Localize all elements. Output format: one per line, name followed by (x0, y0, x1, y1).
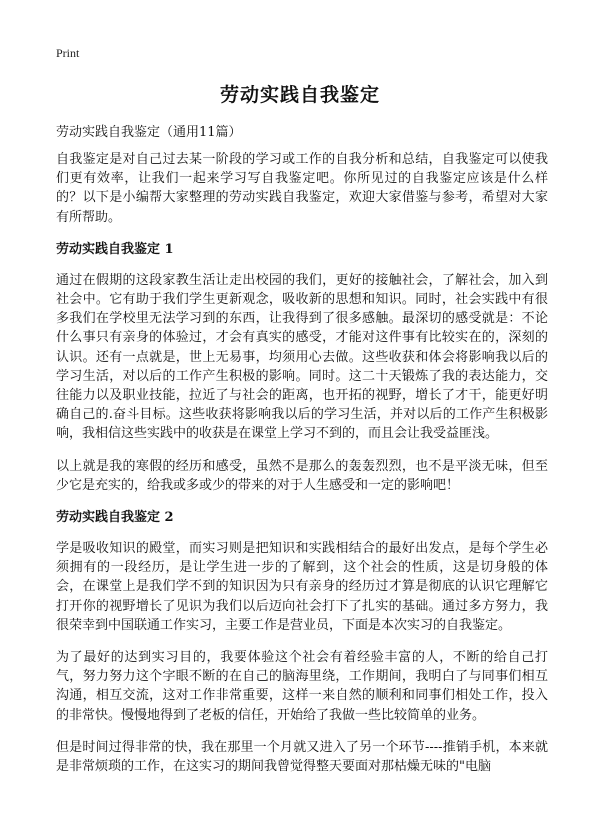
section-2-paragraph-2: 为了最好的达到实习目的，我要体验这个社会有着经验丰富的人，不断的给自己打气，努力努力这个字眼不断的在自己的脑海里绕，工作期间，我明白了与同事们相互沟通，相互交流，这对工作非常重要，这样一来自然的顺利和同事们相处工作，投入的非常快。慢慢地得到了老板的信任，开始给了我做一些比较简单的业务。 (56, 650, 548, 723)
document-subtitle: 劳动实践自我鉴定（通用11篇） (56, 125, 242, 140)
section-2-paragraph-3: 但是时间过得非常的快，我在那里一个月就又进入了另一个环节----推销手机，本来就是非常烦琐的工作，在这实习的期间我曾觉得整天要面对那枯燥无味的"电脑 (56, 739, 548, 775)
print-link[interactable]: Print (56, 46, 80, 60)
section-1-paragraph-1: 通过在假期的这段家教生活让走出校园的我们，更好的接触社会，了解社会，加入到社会中。它有助于我们学生更新观念，吸收新的思想和知识。同时，社会实践中有很多我们在学校里无法学习到的东西，让我得到了很多感触。最深切的感受就是：不论什么事只有亲身的体验过，才会有真实的感受，才能对这件事有比较实在的，深刻的认识。还有一点就是，世上无易事，均须用心去做。这些收获和体会将影响我以后的学习生活，对以后的工作产生积极的影响。同时。这二十天锻炼了我的表达能力，交往能力以及职业技能，拉近了与社会的距离，也开拓的视野，增长了才干，能更好明确自己的.奋斗目标。这些收获将影响我以后的学习生活，并对以后的工作产生积极影响，我相信这些实践中的收获是在课堂上学习不到的，而且会让我受益匪浅。 (56, 272, 548, 442)
section-heading-1: 劳动实践自我鉴定 1 (56, 241, 174, 257)
page-title: 劳动实践自我鉴定 (219, 84, 380, 106)
section-1-paragraph-2: 以上就是我的寒假的经历和感受，虽然不是那么的轰轰烈烈，也不是平淡无味，但至少它是充实的，给我或多或少的带来的对于人生感受和一定的影响吧！ (56, 458, 548, 493)
section-heading-2: 劳动实践自我鉴定 2 (56, 510, 174, 526)
section-2-paragraph-1: 学是吸收知识的殿堂，而实习则是把知识和实践相结合的最好出发点，是每个学生必须拥有的一段经历，是让学生进一步的了解到，这个社会的性质，这是切身般的体会，在课堂上是我们学不到的知识因为只有亲身的经历过才算是彻底的认识它理解它打开你的视野增长了见识为我们以后迈向社会打下了扎实的基础。通过多方努力，我很荣幸到中国联通工作实习，主要工作是营业员，下面是本次实习的自我鉴定。 (56, 541, 548, 633)
intro-paragraph: 自我鉴定是对自己过去某一阶段的学习或工作的自我分析和总结，自我鉴定可以使我们更有效率，让我们一起来学习写自我鉴定吧。你所见过的自我鉴定应该是什么样的？以下是小编帮大家整理的劳动实践自我鉴定，欢迎大家借鉴与参考，希望对大家有所帮助。 (56, 152, 548, 225)
document-body (56, 150, 548, 789)
